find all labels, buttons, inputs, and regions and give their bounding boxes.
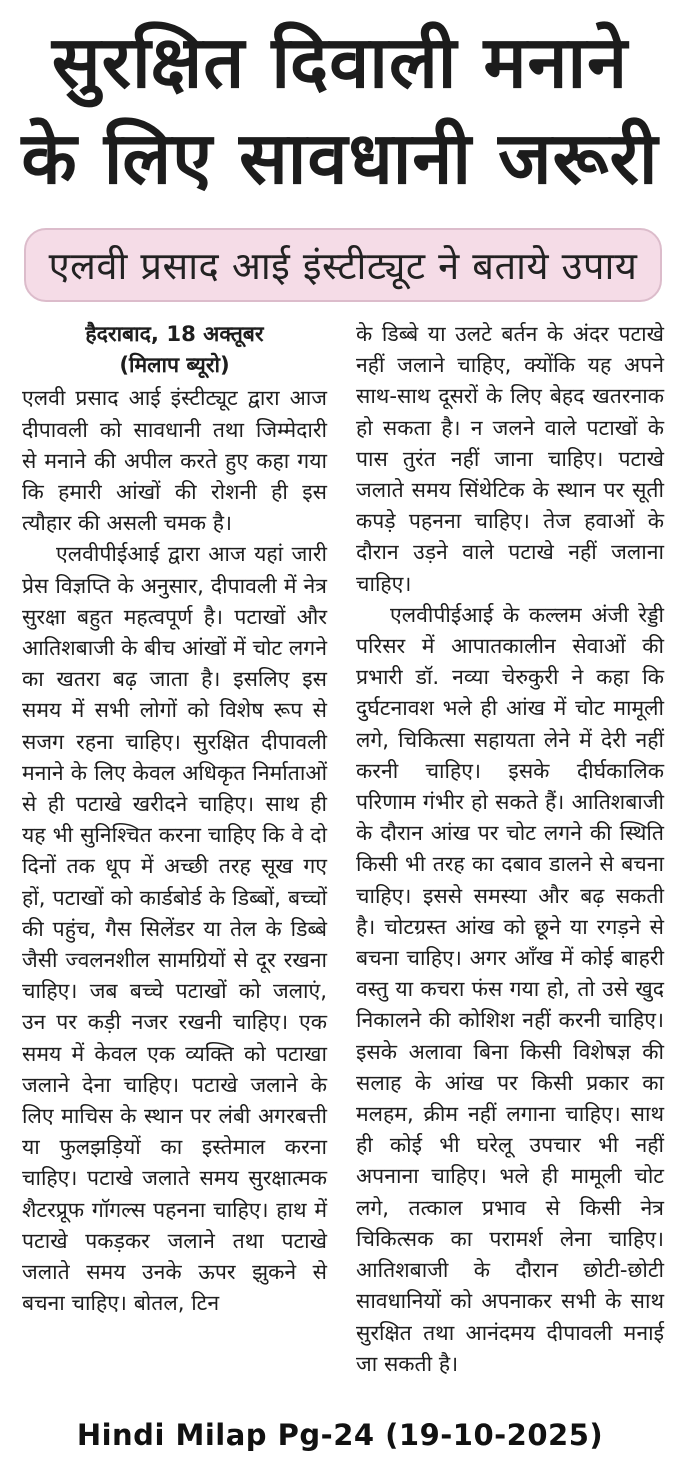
- headline-line-2: के लिए सावधानी जरूरी: [21, 116, 659, 200]
- article-column-left: [22, 318, 327, 1319]
- paragraph: के डिब्बे या उलटे बर्तन के अंदर पटाखे नहीं जलाने चाहिए, क्योंकि यह अपने साथ-साथ दूसरों के लिए बेहद खतरनाक हो सकता है। न जलने वाले पटाखों के पास तुरंत नहीं जाना चाहिए। पटाखे जलाते समय सिंथेटिक के स्थान पर सूती कपड़े पहनना चाहिए। तेज हवाओं के दौरान उड़ने वाले पटाखे नहीं जलाना चाहिए।: [356, 321, 664, 596]
- source-footer: Hindi Milap Pg-24 (19-10-2025): [76, 1418, 604, 1452]
- subheadline-box: [24, 228, 662, 302]
- subheadline: एलवी प्रसाद आई इंस्टीट्यूट ने बताये उपाय: [48, 244, 638, 288]
- byline: (मिलाप ब्यूरो): [119, 352, 230, 378]
- paragraph: एलवीपीईआई द्वारा आज यहां जारी प्रेस विज्ञप्ति के अनुसार, दीपावली में नेत्र सुरक्षा बहुत महत्वपूर्ण है। पटाखों और आतिशबाजी के बीच आंखों में चोट लगने का खतरा बढ़ जाता है। इसलिए इस समय में सभी लोगों को विशेष रूप से सजग रहना चाहिए। सुरक्षित दीपावली मनाने के लिए केवल अधिकृत निर्माताओं से ही पटाखे खरीदने चाहिए। साथ ही यह भी सुनिश्चित करना चाहिए कि वे दो दिनों तक धूप में अच्छी तरह सूख गए हों, पटाखों को कार्डबोर्ड के डिब्बों, बच्चों की पहुंच, गैस सिलेंडर या तेल के डिब्बे जैसी ज्वलनशील सामग्रियों से दूर रखना चाहिए। जब बच्चे पटाखों को जलाएं, उन पर कड़ी नजर रखनी चाहिए। एक समय में केवल एक व्यक्ति को पटाखा जलाने देना चाहिए। पटाखे जलाने के लिए माचिस के स्थान पर लंबी अगरबत्ती या फुलझड़ियों का इस्तेमाल करना चाहिए। पटाखे जलाते समय सुरक्षात्मक शैटरप्रूफ गॉगल्स पहनना चाहिए। हाथ में पटाखे पकड़कर जलाने तथा पटाखे जलाते समय उनके ऊपर झुकने से बचना चाहिए। बोतल, टिन: [22, 541, 327, 1316]
- paragraph: एलवीपीईआई के कल्लम अंजी रेड्डी परिसर में आपातकालीन सेवाओं की प्रभारी डॉ. नव्या चेरुकुरी ने कहा कि दुर्घटनावश भले ही आंख में चोट मामूली लगे, चिकित्सा सहायता लेने में देरी नहीं करनी चाहिए। इसके दीर्घकालिक परिणाम गंभीर हो सकते हैं। आतिशबाजी के दौरान आंख पर चोट लगने की स्थिति किसी भी तरह का दबाव डालने से बचना चाहिए। इससे समस्या और बढ़ सकती है। चोटग्रस्त आंख को छूने या रगड़ने से बचना चाहिए। अगर आँख में कोई बाहरी वस्तु या कचरा फंस गया हो, तो उसे खुद निकालने की कोशिश नहीं करनी चाहिए। इसके अलावा बिना किसी विशेषज्ञ की सलाह के आंख पर किसी प्रकार का मलहम, क्रीम नहीं लगाना चाहिए। साथ ही कोई भी घरेलू उपचार भी नहीं अपनाना चाहिए। भले ही मामूली चोट लगे, तत्काल प्रभाव से किसी नेत्र चिकित्सक का परामर्श लेना चाहिए। आतिशबाजी के दौरान छोटी-छोटी सावधानियों को अपनाकर सभी के साथ सुरक्षित तथा आनंदमय दीपावली मनाई जा सकती है।: [356, 601, 664, 1376]
- article-column-right: [356, 318, 664, 1379]
- paragraph: एलवी प्रसाद आई इंस्टीट्यूट द्वारा आज दीपावली को सावधानी तथा जिम्मेदारी से मनाने की अपील करते हुए कहा गया कि हमारी आंखों की रोशनी ही इस त्यौहार की असली चमक है।: [22, 385, 327, 536]
- dateline: हैदराबाद, 18 अक्तूबर: [85, 321, 264, 346]
- headline-line-1: सुरक्षित दिवाली मनाने: [51, 20, 629, 104]
